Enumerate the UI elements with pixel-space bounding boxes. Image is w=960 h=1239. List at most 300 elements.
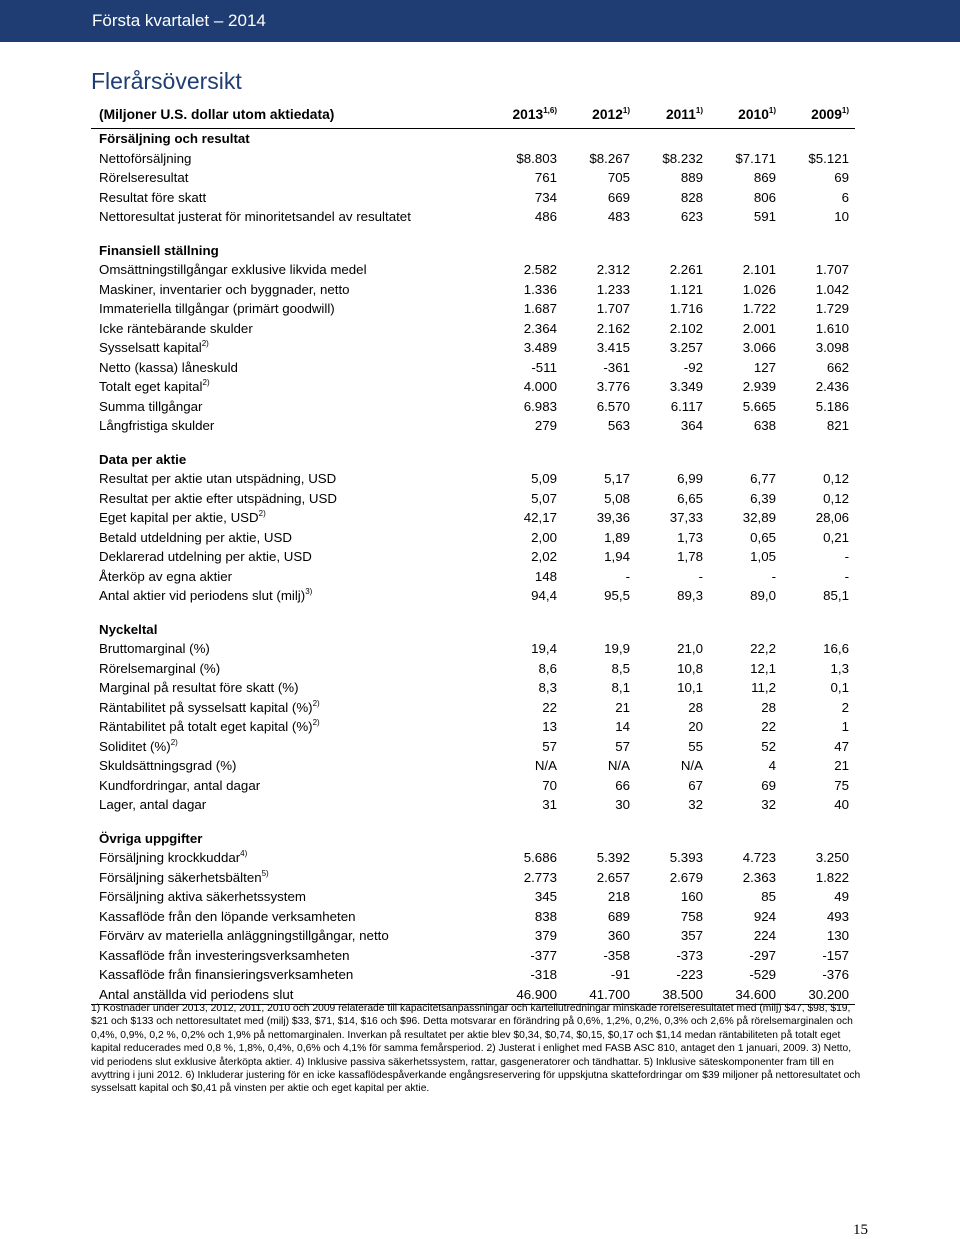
value-cell: $5.121 (808, 150, 849, 166)
value-cell: 1 (841, 719, 849, 734)
table-row (91, 907, 855, 927)
row-label: Kassaflöde från den löpande verksamheten (99, 908, 356, 924)
value-cell: -373 (676, 947, 703, 963)
value-cell: 40 (834, 797, 849, 812)
year-label: 2009 (811, 107, 842, 122)
row-label-cell (91, 188, 490, 208)
table-row (91, 416, 855, 436)
value-cell: 1.610 (815, 320, 849, 336)
value-cell: 66 (615, 777, 630, 793)
value-cell: 31 (542, 797, 557, 812)
row-label: Försäljning krockkuddar (99, 850, 241, 865)
year-label: 2012 (592, 107, 623, 122)
spacer-cell (91, 436, 855, 450)
row-label: Totalt eget kapital (99, 379, 203, 394)
row-label: Räntabilitet på totalt eget kapital (%) (99, 719, 313, 734)
value-cell: 5.686 (523, 850, 557, 865)
row-label-cell (91, 795, 490, 815)
spacer-row (91, 815, 855, 829)
value-cell: -358 (603, 947, 630, 963)
value-cell: 22 (542, 699, 557, 715)
value-cell: -223 (676, 967, 703, 982)
footnote-ref: 1,6) (543, 106, 557, 115)
value-cell: 1.687 (523, 301, 557, 316)
value-cell: 869 (753, 170, 776, 185)
table-row (91, 698, 855, 718)
value-cell: 4.723 (742, 850, 776, 865)
value-cell: 13 (542, 719, 557, 734)
row-label-cell (91, 319, 490, 339)
table-row (91, 639, 855, 659)
value-cell: 1,94 (604, 549, 630, 564)
value-cell: 1.026 (742, 281, 776, 297)
value-cell: - (844, 568, 849, 584)
value-cell: 2.582 (523, 262, 557, 277)
value-cell: 0,12 (823, 490, 849, 506)
value-cell: 21 (834, 758, 849, 773)
value-cell: 364 (680, 418, 703, 433)
multi-year-overview-table (91, 102, 855, 1005)
value-cell: 1,05 (750, 549, 776, 564)
value-cell: 69 (761, 777, 776, 793)
footnote-ref: 2) (170, 737, 178, 747)
value-cell: 32 (688, 797, 703, 812)
row-label-cell (91, 586, 490, 606)
value-cell: 14 (615, 719, 630, 734)
table-row (91, 848, 855, 868)
table-row (91, 188, 855, 208)
year-label: 2010 (738, 107, 769, 122)
row-label: Rörelseresultat (99, 170, 189, 185)
value-cell: 3.415 (596, 340, 630, 355)
table-row (91, 358, 855, 378)
value-cell: -361 (603, 359, 630, 375)
value-cell: 563 (607, 418, 630, 433)
value-cell: 3.349 (669, 379, 703, 394)
value-cell: 0,12 (823, 471, 849, 486)
row-label-cell (91, 547, 490, 567)
value-cell: 2,00 (531, 529, 557, 545)
table-row (91, 168, 855, 188)
row-label: Räntabilitet på sysselsatt kapital (%) (99, 699, 313, 715)
row-label: Rörelsemarginal (%) (99, 660, 221, 676)
row-label-cell (91, 868, 490, 888)
table-row (91, 528, 855, 548)
value-cell: $7.171 (735, 150, 776, 166)
header-title: Första kvartalet – 2014 (92, 11, 266, 30)
value-cell: 49 (834, 889, 849, 904)
page-number: 15 (853, 1222, 868, 1238)
footnote-ref: 2) (312, 698, 320, 708)
value-cell: 2.364 (523, 320, 557, 336)
value-cell: 28,06 (815, 510, 849, 525)
value-cell: 30 (615, 797, 630, 812)
value-cell: 2.102 (669, 320, 703, 336)
row-label: Marginal på resultat före skatt (%) (99, 680, 299, 695)
year-label: 2011 (665, 107, 696, 122)
row-label: Nettoresultat justerat för minoritetsandel av resultatet (99, 209, 411, 224)
value-cell: 483 (607, 209, 630, 224)
year-label: 2013 (512, 107, 544, 122)
table-row (91, 547, 855, 567)
row-label: Nettoförsäljning (99, 150, 192, 166)
value-cell: 6.983 (523, 398, 557, 414)
value-cell: 4 (768, 758, 776, 773)
row-label-cell (91, 926, 490, 946)
spacer-row (91, 436, 855, 450)
section-heading: Nyckeltal (99, 621, 158, 637)
value-cell: 41.700 (563, 985, 636, 1005)
footnote-ref: 1) (841, 106, 849, 115)
row-label-cell (91, 567, 490, 587)
value-cell: 1.707 (596, 301, 630, 316)
row-label: Skuldsättningsgrad (%) (99, 758, 237, 773)
spacer-cell (91, 227, 855, 241)
value-cell: 16,6 (823, 641, 849, 656)
value-cell: 5.186 (815, 398, 849, 414)
value-cell: 2.657 (596, 869, 630, 885)
spacer-row (91, 606, 855, 620)
value-cell: N/A (680, 758, 703, 773)
value-cell: -511 (531, 359, 557, 375)
table-header-row (91, 102, 855, 129)
value-cell: 42,17 (523, 510, 557, 525)
value-cell: 6 (841, 189, 849, 205)
value-cell: 28 (761, 699, 776, 715)
row-label-cell (91, 659, 490, 679)
table-row (91, 717, 855, 737)
value-cell: - (625, 568, 630, 584)
value-cell: 2.679 (669, 869, 703, 885)
row-label: Deklarerad utdelning per aktie, USD (99, 549, 312, 564)
table-row (91, 678, 855, 698)
table-row (91, 489, 855, 509)
table-row (91, 338, 855, 358)
value-cell: 57 (615, 738, 630, 754)
value-cell: 5,09 (531, 471, 557, 486)
row-label: Förvärv av materiella anläggningstillgångar, netto (99, 928, 389, 943)
value-cell: 10,1 (677, 680, 703, 695)
value-cell: 838 (534, 908, 557, 924)
row-label-cell (91, 756, 490, 776)
value-cell: 6.117 (670, 398, 703, 414)
row-label: Återköp av egna aktier (99, 568, 233, 584)
table-row (91, 926, 855, 946)
row-label-cell (91, 946, 490, 966)
row-label: Kassaflöde från investeringsverksamheten (99, 947, 350, 963)
value-cell: 30.200 (782, 985, 855, 1005)
value-cell: 47 (834, 738, 849, 754)
value-cell: N/A (534, 758, 557, 773)
page-heading: Flerårsöversikt (91, 68, 242, 94)
value-cell: 279 (534, 418, 557, 433)
value-cell: 19,4 (531, 641, 557, 656)
value-cell: 1.707 (815, 262, 849, 277)
value-cell: 2.261 (669, 262, 703, 277)
value-cell: 806 (753, 189, 776, 205)
value-cell: 623 (680, 209, 703, 224)
value-cell: 70 (542, 777, 557, 793)
value-cell: 1.336 (523, 281, 557, 297)
value-cell: 1.042 (815, 281, 849, 297)
table-header-label: (Miljoner U.S. dollar utom aktiedata) (91, 102, 490, 129)
value-cell: 638 (753, 418, 776, 433)
value-cell: 889 (680, 170, 703, 185)
footnote-ref: 2) (258, 509, 266, 518)
table-row (91, 149, 855, 169)
row-label-cell (91, 698, 490, 718)
table-row (91, 946, 855, 966)
value-cell: 2.101 (742, 262, 776, 277)
value-cell: 11,2 (751, 680, 776, 695)
table-row (91, 260, 855, 280)
value-cell: 360 (607, 928, 630, 943)
value-cell: 2.001 (742, 320, 776, 336)
row-label-cell (91, 207, 490, 227)
value-cell: 5.392 (596, 850, 630, 865)
value-cell: 75 (834, 777, 849, 793)
row-label-cell (91, 848, 490, 868)
value-cell: 95,5 (604, 588, 630, 603)
value-cell: 6,39 (750, 490, 776, 506)
row-label-cell (91, 528, 490, 548)
section-heading: Finansiell ställning (99, 242, 219, 258)
table-row (91, 377, 855, 397)
value-cell: 924 (753, 908, 776, 924)
value-cell: 57 (542, 738, 557, 754)
section-heading: Försäljning och resultat (99, 131, 250, 146)
value-cell: 2,02 (531, 549, 557, 564)
row-label-cell (91, 508, 490, 528)
row-label: Antal aktier vid periodens slut (milj) (99, 588, 306, 603)
value-cell: 828 (680, 189, 703, 205)
row-label: Långfristiga skulder (99, 418, 215, 433)
value-cell: 662 (826, 359, 849, 375)
row-label: Betald utdeldning per aktie, USD (99, 529, 292, 545)
value-cell: $8.803 (516, 150, 557, 166)
value-cell: 3.098 (815, 340, 849, 355)
table-row (91, 319, 855, 339)
value-cell: 2.363 (742, 869, 776, 885)
value-cell: 19,9 (604, 641, 630, 656)
row-label: Resultat per aktie efter utspädning, USD (99, 490, 337, 506)
value-cell: 8,3 (538, 680, 557, 695)
row-label: Resultat per aktie utan utspädning, USD (99, 471, 337, 486)
value-cell: 669 (607, 189, 630, 205)
section-heading-row (91, 241, 855, 261)
table-row (91, 397, 855, 417)
table-row (91, 965, 855, 985)
row-label-cell (91, 737, 490, 757)
value-cell: 37,33 (669, 510, 703, 525)
row-label: Immateriella tillgångar (primärt goodwill) (99, 301, 335, 316)
value-cell: 2.939 (742, 379, 776, 394)
row-label-cell (91, 299, 490, 319)
table-row (91, 776, 855, 796)
row-label: Försäljning aktiva säkerhetssystem (99, 889, 306, 904)
value-cell: 218 (607, 889, 630, 904)
section-heading-row (91, 129, 855, 149)
value-cell: 6.570 (596, 398, 630, 414)
row-label-cell (91, 717, 490, 737)
table-row (91, 737, 855, 757)
row-label: Antal anställda vid periodens slut (99, 986, 294, 1002)
value-cell: 39,36 (596, 510, 630, 525)
value-cell: 148 (534, 568, 557, 584)
value-cell: 55 (688, 738, 703, 754)
footnote-ref: 2) (201, 339, 209, 348)
row-label-cell (91, 469, 490, 489)
footnote-ref: 5) (261, 868, 269, 878)
value-cell: 1.822 (815, 869, 849, 885)
value-cell: 85 (761, 889, 776, 904)
row-label-cell (91, 965, 490, 985)
value-cell: 2.312 (596, 262, 630, 277)
value-cell: 6,65 (677, 490, 703, 506)
value-cell: -157 (822, 947, 849, 963)
value-cell: 486 (534, 209, 557, 224)
row-label-cell (91, 358, 490, 378)
value-cell: 0,21 (823, 529, 849, 545)
value-cell: 5,07 (531, 490, 557, 506)
value-cell: 705 (607, 170, 630, 185)
table-row (91, 567, 855, 587)
value-cell: -92 (683, 359, 703, 375)
header-bar (0, 0, 960, 42)
value-cell: 2.773 (523, 869, 557, 885)
value-cell: 379 (534, 928, 557, 943)
value-cell: 8,6 (538, 660, 557, 676)
value-cell: 3.066 (742, 340, 776, 355)
value-cell: 69 (834, 170, 849, 185)
spacer-row (91, 227, 855, 241)
value-cell: 10,8 (677, 660, 703, 676)
table-row (91, 756, 855, 776)
value-cell: 2.162 (596, 320, 630, 336)
value-cell: 1.716 (669, 301, 703, 316)
value-cell: 5.393 (669, 850, 703, 865)
value-cell: 0,1 (830, 680, 849, 695)
year-column-header (636, 102, 709, 129)
row-label-cell (91, 338, 490, 358)
table-row (91, 868, 855, 888)
value-cell: 821 (826, 418, 849, 433)
value-cell: 32 (761, 797, 776, 812)
spacer-cell (91, 606, 855, 620)
table-row (91, 207, 855, 227)
value-cell: $8.267 (589, 150, 630, 166)
table-body (91, 129, 855, 1005)
value-cell: 3.250 (815, 850, 849, 865)
row-label-cell (91, 489, 490, 509)
footnote-ref: 4) (240, 849, 248, 858)
value-cell: 3.257 (669, 340, 703, 355)
value-cell: 0,65 (750, 529, 776, 545)
value-cell: 758 (680, 908, 703, 924)
section-heading: Data per aktie (99, 451, 187, 467)
value-cell: 1.729 (815, 301, 849, 316)
value-cell: 1,73 (677, 529, 703, 545)
value-cell: 32,89 (742, 510, 776, 525)
value-cell: - (844, 549, 849, 564)
value-cell: 34.600 (709, 985, 782, 1005)
row-label-cell (91, 678, 490, 698)
spacer-cell (91, 815, 855, 829)
value-cell: 4.000 (523, 379, 557, 394)
value-cell: -529 (749, 967, 776, 982)
value-cell: 5.665 (742, 398, 776, 414)
value-cell: - (771, 568, 776, 584)
value-cell: 28 (688, 699, 703, 715)
value-cell: 689 (607, 908, 630, 924)
value-cell: -376 (822, 967, 849, 982)
value-cell: 10 (834, 209, 849, 224)
row-label-cell (91, 416, 490, 436)
table-row (91, 586, 855, 606)
row-label-cell (91, 280, 490, 300)
year-column-header (782, 102, 855, 129)
year-column-header (563, 102, 636, 129)
footnote-ref: 2) (202, 378, 210, 387)
row-label-cell (91, 168, 490, 188)
value-cell: 8,1 (611, 680, 630, 695)
value-cell: 3.776 (596, 379, 630, 394)
table-row (91, 469, 855, 489)
table-row (91, 659, 855, 679)
row-label: Netto (kassa) låneskuld (99, 359, 238, 375)
row-label-cell (91, 149, 490, 169)
value-cell: 493 (826, 908, 849, 924)
value-cell: -377 (530, 947, 557, 963)
value-cell: 1.233 (596, 281, 630, 297)
row-label-cell (91, 397, 490, 417)
section-heading: Övriga uppgifter (99, 830, 203, 846)
value-cell: 224 (753, 928, 776, 943)
value-cell: 357 (680, 928, 703, 943)
table-row (91, 280, 855, 300)
value-cell: 94,4 (531, 588, 557, 603)
row-label: Sysselsatt kapital (99, 340, 202, 355)
table-row (91, 887, 855, 907)
value-cell: 3.489 (523, 340, 557, 355)
value-cell: 22,2 (750, 641, 776, 656)
footnotes: 1) Kostnader under 2013, 2012, 2011, 2010 och 2009 relaterade till kapacitetsanpassningar och kartellutredningar minskade rörelseresultatet med (milj) $47, $98, $19, $21 och $133 och nettoresultatet med (milj) $33, $71, $14, $16 och $96. Detta motsvarar en förändring på 0,6%, 1,2%, 0,2%, 0,3% och 2,6% på rörelsemarginalen och 0,4%, 0,9%, 0,2 %, 0,2% och 1,9% på nettomarginalen. Inverkan på resultatet per aktie blev $0,34, $0,74, $0,15, $0,17 och $1,14 medan räntabiliteten på totalt eget kapital reducerades med 0,8 %, 1,8%, 0,4%, 0,6% och 4,1% för samma femårsperiod. 2) Justerat i enlighet med FASB ASC 810, antaget den 1 januari, 2009. 3) Netto, vid periodens slut exklusive återköpta aktier. 4) Inklusive passiva säkerhetssystem, rattar, gasgeneratorer och tändhattar. 5) Inklusive säteskomponenter fram till en avyttring i juni 2012. 6) Inkluderar justering för en icke kassaflödespåverkande engångsreservering för uppskjutna skattefordringar om $39 miljoner på nettoresultatet och sysselsatt kapital och $0,41 på vinsten per aktie och eget kapital per aktie. (91, 1003, 861, 1095)
value-cell: 761 (534, 170, 557, 185)
row-label: Resultat före skatt (99, 189, 207, 205)
row-label: Kundfordringar, antal dagar (99, 777, 261, 793)
value-cell: 38.500 (636, 985, 709, 1005)
footnote-ref: 1) (622, 106, 630, 115)
row-label: Bruttomarginal (%) (99, 641, 210, 656)
value-cell: 1,78 (677, 549, 703, 564)
row-label-cell (91, 260, 490, 280)
row-label: Omsättningstillgångar exklusive likvida medel (99, 262, 367, 277)
value-cell: 12,1 (750, 660, 776, 676)
value-cell: - (698, 568, 703, 584)
value-cell: 6,99 (677, 471, 703, 486)
row-label-cell (91, 907, 490, 927)
value-cell: 22 (761, 719, 776, 734)
value-cell: 52 (761, 738, 776, 754)
section-heading-row (91, 829, 855, 849)
value-cell: 1,89 (604, 529, 630, 545)
value-cell: 46.900 (490, 985, 563, 1005)
row-label: Summa tillgångar (99, 398, 203, 414)
row-label-cell (91, 639, 490, 659)
value-cell: 89,0 (750, 588, 776, 603)
year-column-header (709, 102, 782, 129)
row-label: Lager, antal dagar (99, 797, 207, 812)
